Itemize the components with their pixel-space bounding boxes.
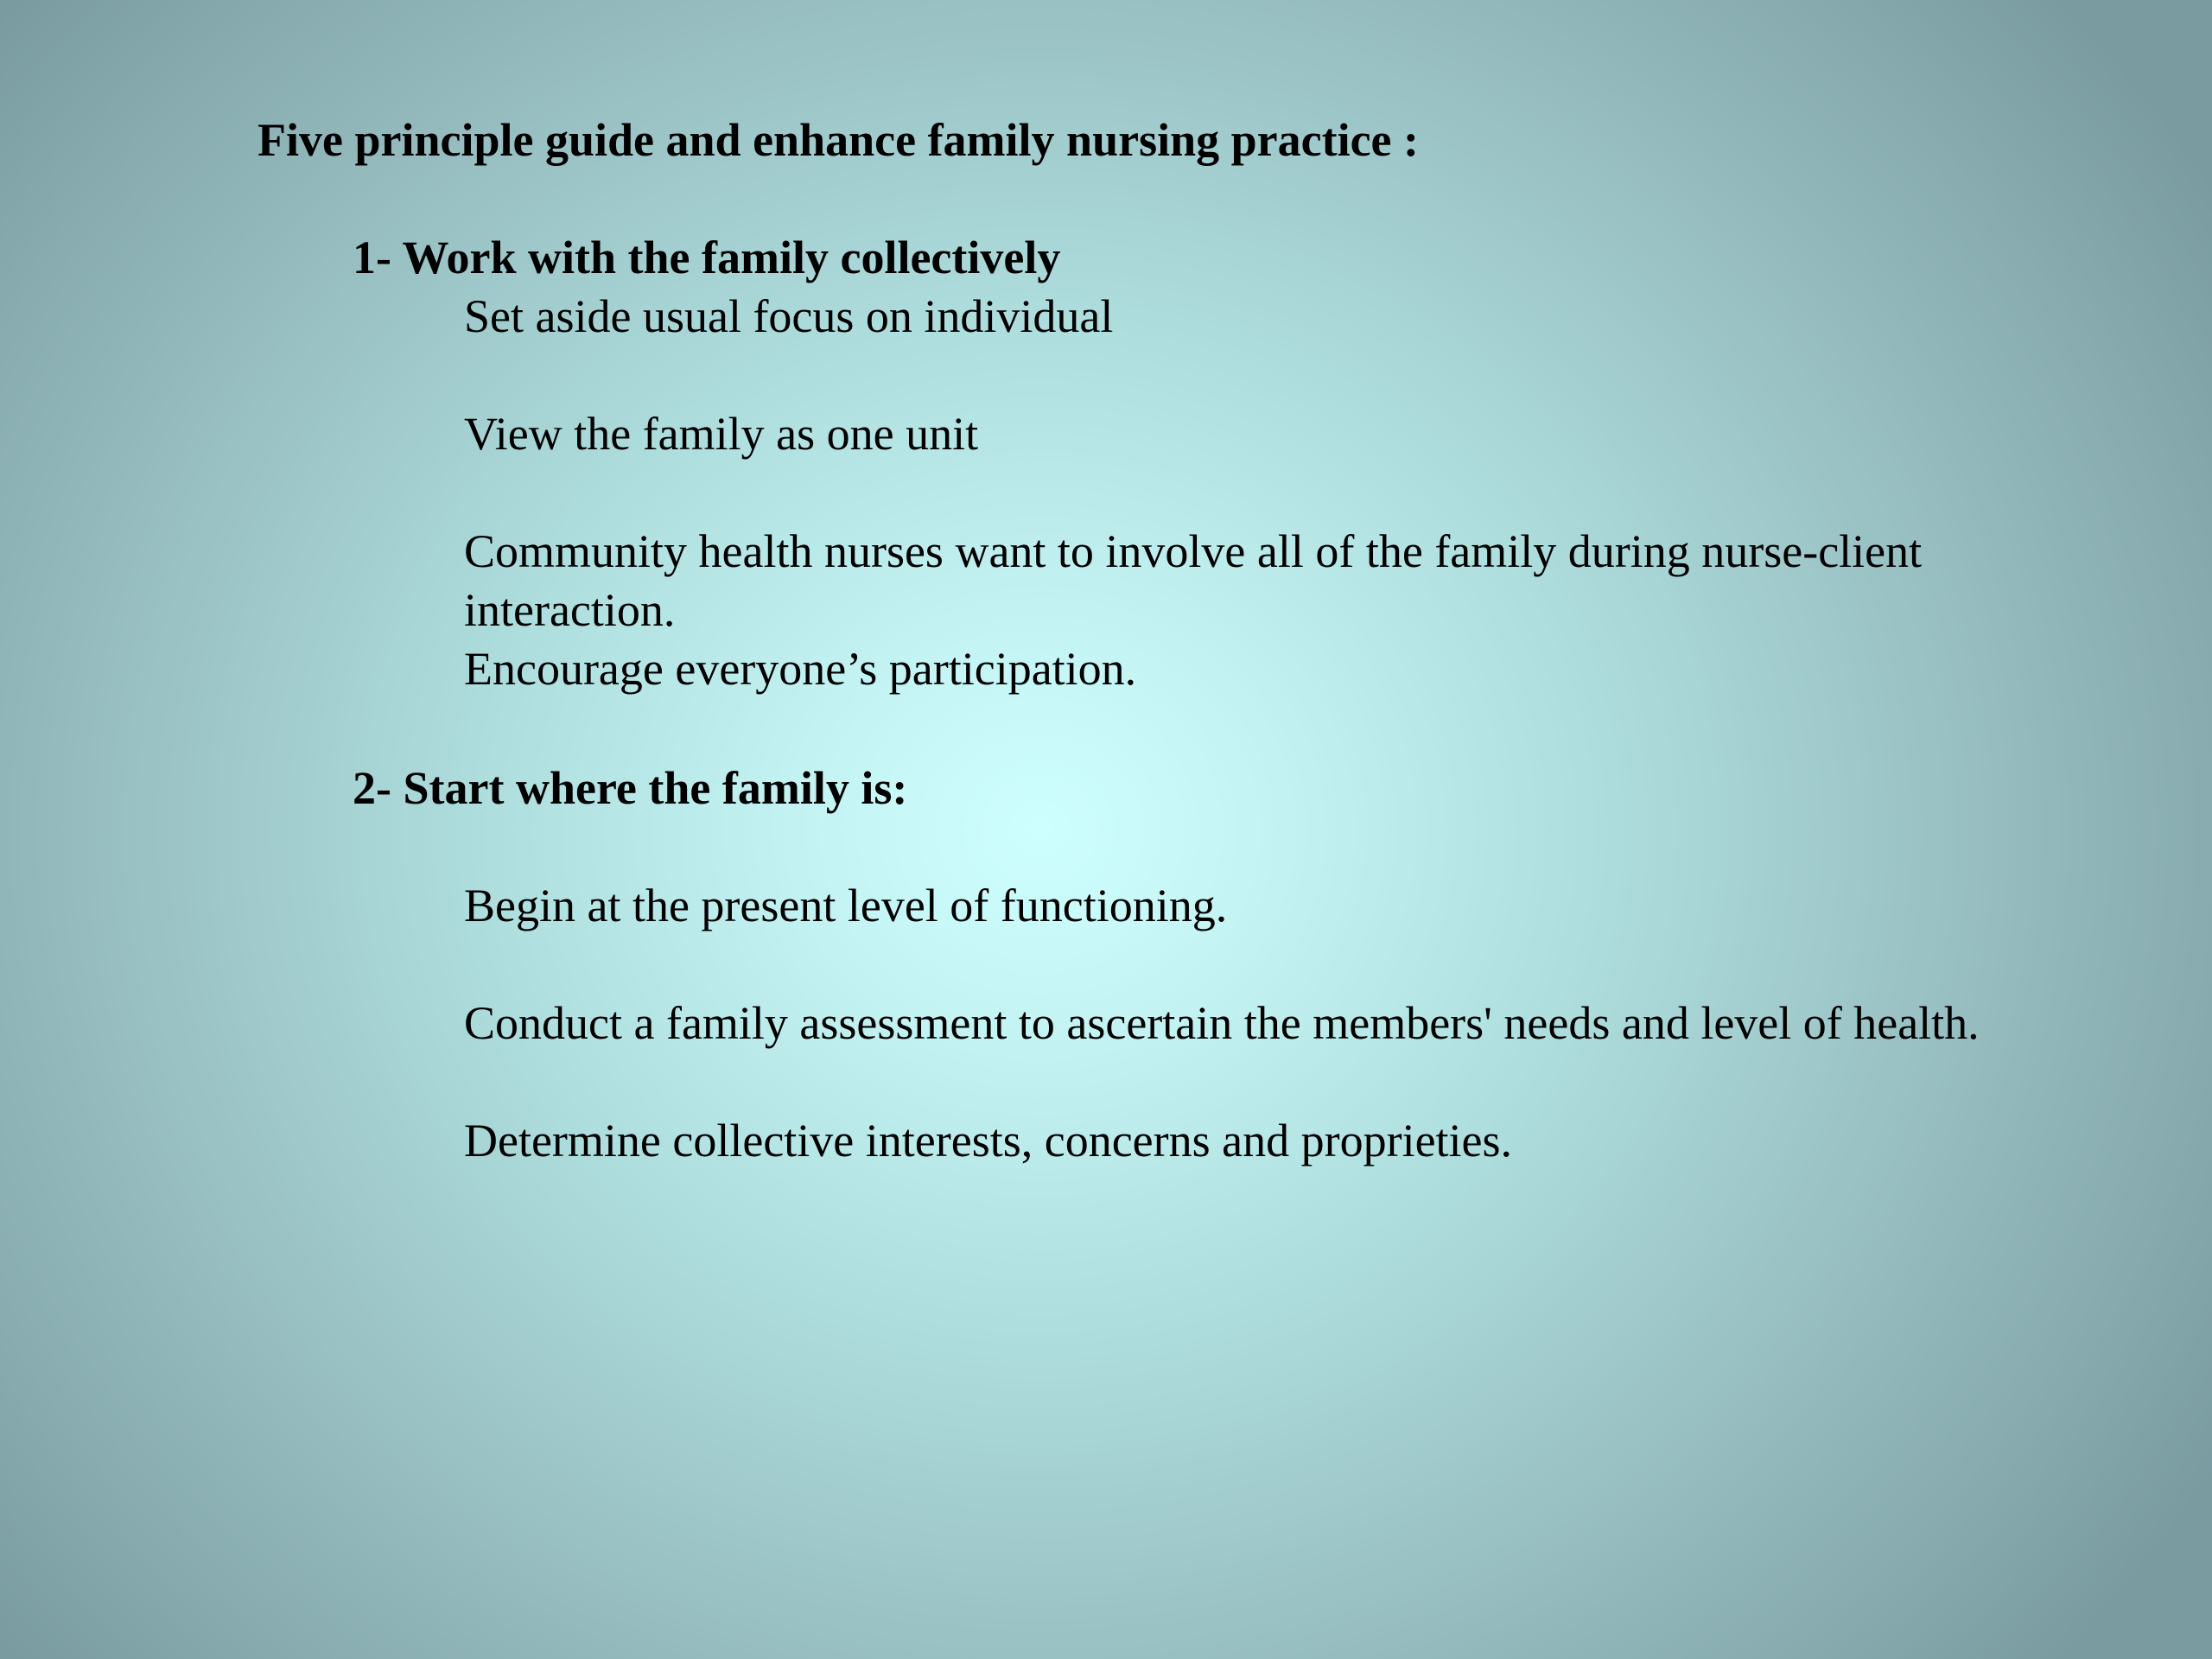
point-family-as-unit: View the family as one unit xyxy=(464,408,979,460)
section-heading-start-where-family-is: 2- Start where the family is: xyxy=(353,762,908,814)
point-encourage-participation: Encourage everyone’s participation. xyxy=(464,643,1137,695)
slide-title: Five principle guide and enhance family nursing practice : xyxy=(257,114,1419,166)
point-set-aside-individual-focus: Set aside usual focus on individual xyxy=(464,290,1114,342)
point-present-level-functioning: Begin at the present level of functioning. xyxy=(464,880,1228,931)
point-collective-interests: Determine collective interests, concerns and proprieties. xyxy=(464,1115,1513,1166)
section-heading-work-collectively: 1- Work with the family collectively xyxy=(353,232,1061,283)
point-family-assessment: Conduct a family assessment to ascertain the members' needs and level of health. xyxy=(464,997,1980,1049)
point-involve-all-family: Community health nurses want to involve all of the family during nurse-client interaction. xyxy=(464,525,1923,636)
